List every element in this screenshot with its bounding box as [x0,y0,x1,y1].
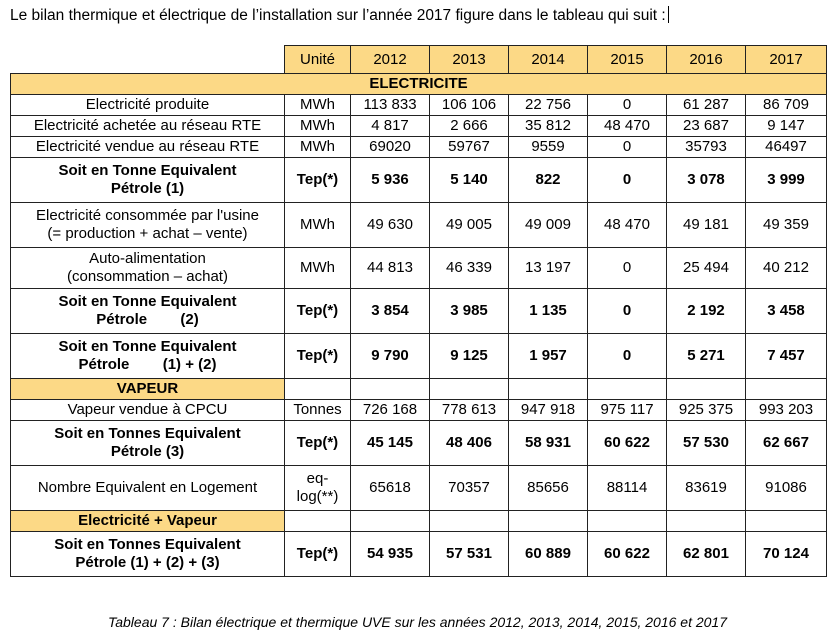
row-unit-line: Tep(*) [296,302,339,319]
value-cell-2013: 57 531 [430,532,509,577]
table-header-row [11,46,827,74]
value-cell-2016: 23 687 [667,116,746,137]
row-label-line: Soit en Tonnes Equivalent [54,536,241,553]
value-cell-2015: 60 622 [588,532,667,577]
section-empty-cell [588,379,667,400]
value-cell-2016: 57 530 [667,421,746,466]
value-cell-2014: 13 197 [509,248,588,289]
row-label-line: Soit en Tonne Equivalent [58,162,237,179]
value-cell-2017: 40 212 [746,248,827,289]
value-cell-2017: 70 124 [746,532,827,577]
row-unit [285,116,351,137]
table-row [11,203,827,248]
value-cell-2014: 60 889 [509,532,588,577]
header-year-2012: 2012 [351,46,430,74]
value-cell-2015: 0 [588,334,667,379]
intro-paragraph [10,6,669,25]
value-cell-2012: 4 817 [351,116,430,137]
row-label-line: (= production + achat – vente) [47,225,248,242]
section-empty-cell [746,379,827,400]
table-row [11,334,827,379]
section-empty-cell [509,511,588,532]
section-empty-cell [588,511,667,532]
value-cell-2016: 925 375 [667,400,746,421]
header-year-2017: 2017 [746,46,827,74]
table-row [11,116,827,137]
section-empty-cell [667,379,746,400]
table-row [11,466,827,511]
value-cell-2016: 25 494 [667,248,746,289]
row-unit-line: MWh [300,259,335,276]
section-row [11,379,827,400]
row-label [11,532,285,577]
row-label-line: Pétrole (1) + (2) [78,356,217,373]
row-label-line: Soit en Tonne Equivalent [58,338,237,355]
value-cell-2015: 60 622 [588,421,667,466]
value-cell-2017: 91086 [746,466,827,511]
section-empty-cell [430,511,509,532]
section-label: VAPEUR [11,379,285,400]
value-cell-2014: 49 009 [509,203,588,248]
row-unit [285,248,351,289]
row-label-line: Pétrole (2) [96,311,199,328]
value-cell-2016: 62 801 [667,532,746,577]
row-label [11,116,285,137]
value-cell-2013: 778 613 [430,400,509,421]
row-label-line: Electricité produite [85,96,210,113]
row-label [11,248,285,289]
value-cell-2012: 44 813 [351,248,430,289]
section-empty-cell [746,511,827,532]
value-cell-2014: 22 756 [509,95,588,116]
row-label-line: Vapeur vendue à CPCU [67,401,228,418]
table-row [11,95,827,116]
table-row [11,400,827,421]
section-empty-cell [667,511,746,532]
value-cell-2013: 46 339 [430,248,509,289]
value-cell-2012: 9 790 [351,334,430,379]
row-unit [285,289,351,334]
row-unit-line: Tonnes [293,401,342,418]
row-unit [285,532,351,577]
table-row [11,532,827,577]
row-label-line: Pétrole (3) [110,443,185,460]
value-cell-2012: 69020 [351,137,430,158]
section-label: Electricité + Vapeur [11,511,285,532]
value-cell-2012: 3 854 [351,289,430,334]
section-empty-cell [509,379,588,400]
text-cursor [668,6,669,23]
value-cell-2012: 113 833 [351,95,430,116]
row-label-line: Soit en Tonne Equivalent [58,293,237,310]
row-unit-line: MWh [300,117,335,134]
row-label-line: Electricité achetée au réseau RTE [33,117,262,134]
table-caption: Tableau 7 : Bilan électrique et thermique UVE sur les années 2012, 2013, 2014, 2015, 2016 et 2017 [107,614,728,630]
header-year-2016: 2016 [667,46,746,74]
row-label-line: Electricité vendue au réseau RTE [35,138,260,155]
value-cell-2017: 62 667 [746,421,827,466]
intro-text: Le bilan thermique et électrique de l’installation sur l’année 2017 figure dans le tableau qui suit : [10,7,666,24]
row-unit-line: MWh [300,138,335,155]
section-row [11,74,827,95]
header-year-2015: 2015 [588,46,667,74]
value-cell-2016: 61 287 [667,95,746,116]
section-empty-cell [430,379,509,400]
header-year-2013: 2013 [430,46,509,74]
row-label [11,289,285,334]
table-row [11,421,827,466]
row-unit [285,466,351,511]
value-cell-2012: 54 935 [351,532,430,577]
row-unit-line: MWh [300,216,335,233]
value-cell-2015: 0 [588,95,667,116]
row-label [11,421,285,466]
value-cell-2013: 3 985 [430,289,509,334]
value-cell-2012: 45 145 [351,421,430,466]
value-cell-2017: 9 147 [746,116,827,137]
value-cell-2012: 5 936 [351,158,430,203]
row-label [11,400,285,421]
value-cell-2015: 0 [588,248,667,289]
value-cell-2017: 86 709 [746,95,827,116]
row-unit [285,158,351,203]
row-label-line: Soit en Tonnes Equivalent [54,425,241,442]
header-unit: Unité [285,46,351,74]
section-empty-cell [351,379,430,400]
row-label [11,137,285,158]
row-unit [285,203,351,248]
row-unit-line: Tep(*) [296,545,339,562]
value-cell-2012: 726 168 [351,400,430,421]
value-cell-2016: 2 192 [667,289,746,334]
value-cell-2015: 48 470 [588,203,667,248]
table-row [11,137,827,158]
value-cell-2013: 106 106 [430,95,509,116]
value-cell-2014: 85656 [509,466,588,511]
row-unit [285,421,351,466]
row-label-line: Pétrole (1) [110,180,185,197]
value-cell-2015: 0 [588,289,667,334]
row-label [11,466,285,511]
value-cell-2014: 1 957 [509,334,588,379]
value-cell-2014: 58 931 [509,421,588,466]
row-label-line: (consommation – achat) [67,268,228,285]
value-cell-2013: 49 005 [430,203,509,248]
value-cell-2013: 2 666 [430,116,509,137]
value-cell-2017: 993 203 [746,400,827,421]
section-row [11,511,827,532]
value-cell-2017: 46497 [746,137,827,158]
section-label: ELECTRICITE [11,74,827,95]
value-cell-2017: 3 458 [746,289,827,334]
value-cell-2017: 49 359 [746,203,827,248]
value-cell-2012: 65618 [351,466,430,511]
row-unit [285,334,351,379]
row-unit-line: log(**) [296,488,339,505]
value-cell-2016: 5 271 [667,334,746,379]
row-label-line: Nombre Equivalent en Logement [37,479,258,496]
value-cell-2013: 59767 [430,137,509,158]
row-label [11,334,285,379]
row-unit [285,137,351,158]
table-row [11,248,827,289]
value-cell-2013: 48 406 [430,421,509,466]
value-cell-2017: 7 457 [746,334,827,379]
value-cell-2015: 0 [588,137,667,158]
row-unit-line: MWh [300,96,335,113]
section-empty-cell [285,379,351,400]
table-body [11,46,827,577]
value-cell-2013: 9 125 [430,334,509,379]
value-cell-2014: 35 812 [509,116,588,137]
section-empty-cell [285,511,351,532]
value-cell-2016: 35793 [667,137,746,158]
value-cell-2013: 70357 [430,466,509,511]
value-cell-2015: 88114 [588,466,667,511]
value-cell-2014: 947 918 [509,400,588,421]
value-cell-2015: 48 470 [588,116,667,137]
table-row [11,289,827,334]
value-cell-2016: 49 181 [667,203,746,248]
value-cell-2014: 822 [509,158,588,203]
row-label [11,95,285,116]
value-cell-2016: 83619 [667,466,746,511]
row-label-line: Electricité consommée par l'usine [36,207,259,224]
row-unit-line: Tep(*) [296,434,339,451]
row-unit-line: Tep(*) [296,171,339,188]
value-cell-2015: 0 [588,158,667,203]
section-empty-cell [351,511,430,532]
row-unit [285,400,351,421]
value-cell-2015: 975 117 [588,400,667,421]
value-cell-2014: 1 135 [509,289,588,334]
value-cell-2014: 9559 [509,137,588,158]
row-label-line: Pétrole (1) + (2) + (3) [75,554,220,571]
row-label [11,158,285,203]
value-cell-2016: 3 078 [667,158,746,203]
value-cell-2017: 3 999 [746,158,827,203]
value-cell-2013: 5 140 [430,158,509,203]
table-row [11,158,827,203]
row-label-line: Auto-alimentation [89,250,206,267]
row-label [11,203,285,248]
value-cell-2012: 49 630 [351,203,430,248]
header-year-2014: 2014 [509,46,588,74]
row-unit [285,95,351,116]
header-empty-cell [11,46,285,74]
row-unit-line: eq- [306,470,329,487]
energy-balance-table [10,45,827,577]
row-unit-line: Tep(*) [296,347,339,364]
